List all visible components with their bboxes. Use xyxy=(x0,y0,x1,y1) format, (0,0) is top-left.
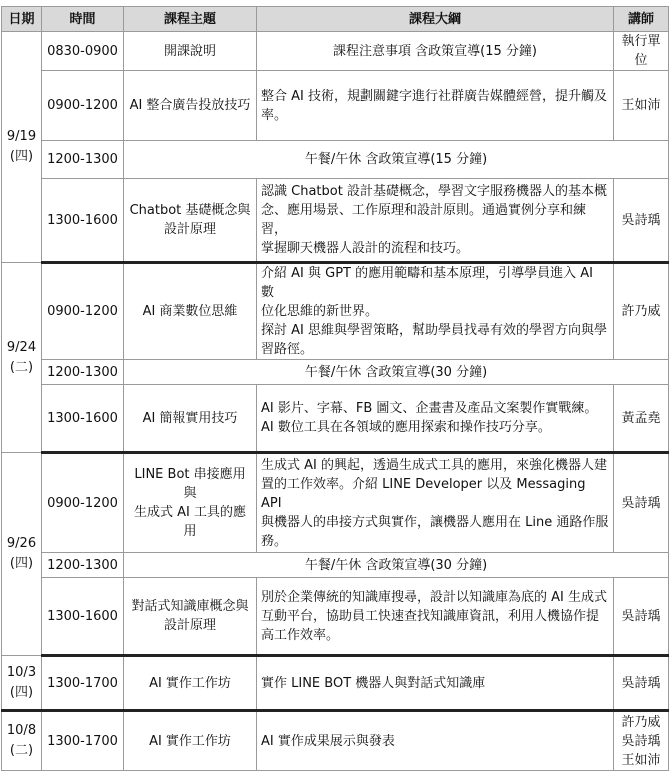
table-row xyxy=(2,32,669,71)
header-time: 時間 xyxy=(42,7,124,32)
break-row xyxy=(2,141,669,179)
topic-cell: AI 商業數位思維 xyxy=(124,263,257,360)
topic-cell: LINE Bot 串接應用與 生成式 AI 工具的應用 xyxy=(124,453,257,553)
instructor-cell: 許乃威 xyxy=(614,263,669,360)
topic-cell: AI 實作工作坊 xyxy=(124,711,257,771)
table-row xyxy=(2,453,669,553)
time-cell: 1200-1300 xyxy=(42,141,124,179)
break-cell: 午餐/午休 含政策宣導(15 分鐘) xyxy=(124,141,669,179)
time-cell: 1300-1700 xyxy=(42,711,124,771)
instructor-cell: 吳詩瑀 xyxy=(614,453,669,553)
table-row xyxy=(2,711,669,771)
instructor-cell: 吳詩瑀 xyxy=(614,656,669,711)
outline-cell: 別於企業傳統的知識庫搜尋，設計以知識庫為底的 AI 生成式 互動平台，協助員工快速查找知識庫資訊，利用人機協作提 高工作效率。 xyxy=(257,578,614,656)
topic-cell: AI 整合廣告投放技巧 xyxy=(124,71,257,141)
time-cell: 1300-1600 xyxy=(42,179,124,263)
time-cell: 1300-1600 xyxy=(42,578,124,656)
table-row xyxy=(2,385,669,453)
break-cell: 午餐/午休 含政策宣導(30 分鐘) xyxy=(124,360,669,385)
outline-cell: 生成式 AI 的興起，透過生成式工具的應用，來強化機器人建 置的工作效率。介紹 LINE Developer 以及 Messaging API 與機器人的串接方式與實作，讓機器人應用在 Line 通路作服 務。 xyxy=(257,453,614,553)
instructor-cell: 執行單位 xyxy=(614,32,669,71)
outline-cell: AI 實作成果展示與發表 xyxy=(257,711,614,771)
table-row xyxy=(2,71,669,141)
outline-cell: 整合 AI 技術，規劃關鍵字進行社群廣告媒體經營，提升觸及 率。 xyxy=(257,71,614,141)
time-cell: 0900-1200 xyxy=(42,71,124,141)
outline-cell: 實作 LINE BOT 機器人與對話式知識庫 xyxy=(257,656,614,711)
header-outline: 課程大綱 xyxy=(257,7,614,32)
break-row xyxy=(2,360,669,385)
time-cell: 0900-1200 xyxy=(42,263,124,360)
topic-cell: Chatbot 基礎概念與 設計原理 xyxy=(124,179,257,263)
date-cell: 10/8 (二) xyxy=(2,711,42,771)
date-cell: 9/26 (四) xyxy=(2,453,42,656)
course-schedule-table xyxy=(1,6,669,771)
instructor-cell: 黃孟堯 xyxy=(614,385,669,453)
table-row xyxy=(2,179,669,263)
time-cell: 1200-1300 xyxy=(42,553,124,578)
header-date: 日期 xyxy=(2,7,42,32)
header-topic: 課程主題 xyxy=(124,7,257,32)
break-cell: 午餐/午休 含政策宣導(30 分鐘) xyxy=(124,553,669,578)
instructor-cell: 吳詩瑀 xyxy=(614,179,669,263)
instructor-cell: 吳詩瑀 xyxy=(614,578,669,656)
outline-cell: 課程注意事項 含政策宣導(15 分鐘) xyxy=(257,32,614,71)
table-row xyxy=(2,263,669,360)
time-cell: 1300-1700 xyxy=(42,656,124,711)
header-instructor: 講師 xyxy=(614,7,669,32)
outline-cell: AI 影片、字幕、FB 圖文、企畫書及產品文案製作實戰練。 AI 數位工具在各領域的應用探索和操作技巧分享。 xyxy=(257,385,614,453)
topic-cell: AI 簡報實用技巧 xyxy=(124,385,257,453)
instructor-cell: 許乃威 吳詩瑀 王如沛 xyxy=(614,711,669,771)
topic-cell: 開課說明 xyxy=(124,32,257,71)
topic-cell: AI 實作工作坊 xyxy=(124,656,257,711)
time-cell: 1200-1300 xyxy=(42,360,124,385)
time-cell: 0900-1200 xyxy=(42,453,124,553)
date-cell: 9/19 (四) xyxy=(2,32,42,263)
break-row xyxy=(2,553,669,578)
table-row xyxy=(2,578,669,656)
instructor-cell: 王如沛 xyxy=(614,71,669,141)
header-row xyxy=(2,7,669,32)
outline-cell: 認識 Chatbot 設計基礎概念，學習文字服務機器人的基本概 念、應用場景、工作原理和設計原則。通過實例分享和練習， 掌握聊天機器人設計的流程和技巧。 xyxy=(257,179,614,263)
time-cell: 0830-0900 xyxy=(42,32,124,71)
outline-cell: 介紹 AI 與 GPT 的應用範疇和基本原理，引導學員進入 AI 數 位化思維的新世界。 探討 AI 思維與學習策略，幫助學員找尋有效的學習方向與學 習路徑。 xyxy=(257,263,614,360)
date-cell: 10/3 (四) xyxy=(2,656,42,711)
table-row xyxy=(2,656,669,711)
time-cell: 1300-1600 xyxy=(42,385,124,453)
date-cell: 9/24 (二) xyxy=(2,263,42,453)
topic-cell: 對話式知識庫概念與 設計原理 xyxy=(124,578,257,656)
